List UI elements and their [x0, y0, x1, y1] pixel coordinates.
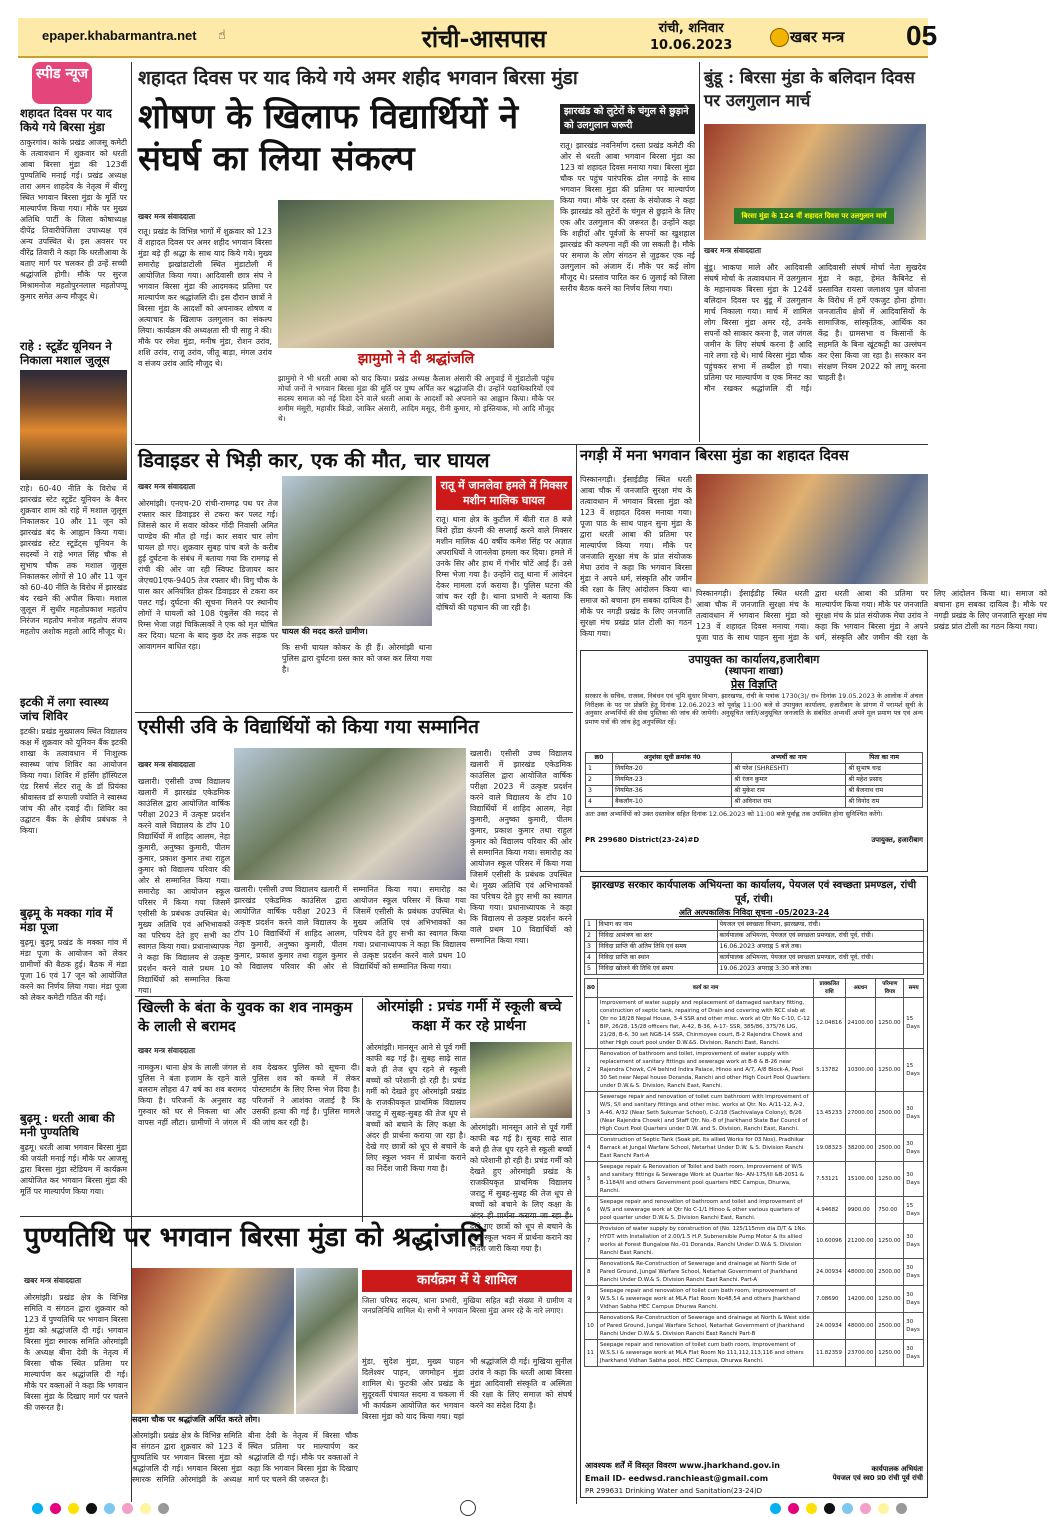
march-banner: बिरसा मुंडा के 124 वीं शहादत दिवस पर उलगुलान मार्च: [734, 208, 894, 224]
cell: 1250.00: [876, 1286, 904, 1313]
registration-dot: [878, 1503, 889, 1514]
registration-dot: [140, 1503, 151, 1514]
bodyfound-body: नामकुम। थाना क्षेत्र के लाली जंगल से पुलिस ने बंता हजाम के रहने वाले बलराम लोहरा 47 वर्ष का शव बरामद किया है। परिजनों के अनुसार वह गुरुवार को घर से निकला था और वापस नहीं लौटा। ग्रामीणों ने जंगल में शव देखकर पुलिस को सूचना दी। पुलिस शव को कब्जे में लेकर पोस्टमार्टम के लिए रिम्स भेज दिया है। परिजनों ने आशंका जताई है कि उसकी हत्या की गई है। पुलिस मामले की जांच कर रही है।: [138, 1063, 360, 1127]
bundu-march-photo: [704, 124, 926, 240]
tribute-photo-right: [296, 1268, 358, 1414]
cell: 24100.00: [845, 998, 876, 1049]
cell: 4: [585, 953, 597, 964]
column-divider: [699, 62, 700, 442]
column-header: कार्य का नाम: [597, 979, 813, 998]
column-divider: [576, 444, 577, 1504]
cell: 23700.00: [845, 1340, 876, 1367]
brand-name: खबर मन्त्र: [790, 28, 845, 46]
cell: श्री सुभाष चन्द्र: [846, 764, 923, 775]
cell: 1250.00: [876, 1224, 904, 1259]
heat-headline: ओरमांझी : प्रचंड गर्मी में स्कूली बच्चे कक्षा में कर रहे प्रार्थना: [376, 999, 562, 1034]
cell: Sewerage repair and renovation of toilet cum bathroom with improvement of W/S, S/I and sanitary fittings and other misc. works at Qtr. No. A/11-12, A-2, A-46, A/32 (Near Seth Sukumar School), C-2/18 (Sachivalaya Colony), B/26 (Near Rajendra Chowk) and Staff Qtr. No.-8 of Jharkhand State Bar Council of High Court Pool Quarters under D.W. and S. Division, Ranchi East, Ranchi.: [597, 1092, 813, 1135]
cell: 750.00: [876, 1197, 904, 1224]
cell: 38200.00: [845, 1135, 876, 1162]
speed-item-body: राहे। 60-40 नीति के विरोध में झारखंड स्टेट स्टूडेंट यूनियन के बैनर शुक्रवार शाम को राहे में मशाल जुलूस निकालकर 10 और 11 जून को झारखंड बंद के आह्वान किया गया। झारखंड स्टेट स्टूडेंट्स यूनियन के सदस्यों ने राहे भगत सिंह चौक से सुभाष चौक तक मशाल जुलूस निकालकर लोगों से 10 और 11 जून को 60-40 नीति के विरोध में झारखंड बंद रखने की अपील किया। मशाल जुलूस में सुधीर महतोप्रकाश महतोप निरंजन महतोप मनोज महतोप संजय महतोप अशोक महतो आदि मौजूद थे।: [20, 484, 128, 636]
cell: 24.00934: [814, 1259, 845, 1286]
heat-body-a: ओरमांझी। मानसून आने से पूर्व गर्मी काफी बढ़ गई है। सुबह साढ़े सात बजे ही तेज धूप रहने से स्कूली बच्चों को परेशानी हो रही है। प्रचंड गर्मी को देखते हुए ओरमांझी प्रखंड के राजकीयकृत प्राथमिक विद्यालय जराटु में सुबह-सुबह की तेज धूप से बच्चों को बचाने के लिए कक्षा के अंदर ही प्रार्थना कराया जा रहा है। देखे गए छात्रों को धूप से बचाने के लिए स्कूल भवन में प्रार्थना कराने का निर्देश जारी किया गया है।: [366, 1043, 466, 1173]
students-byline: खबर मन्त्र संवाददाता: [138, 760, 196, 769]
cell: श्री मुकेश राम: [732, 786, 846, 797]
brand-logo-icon: [770, 28, 789, 47]
cell: श्री महेश प्रसाद: [846, 775, 923, 786]
registration-dot: [896, 1503, 907, 1514]
cell: 3: [585, 942, 597, 953]
tender-sign-dept: पेयजल एवं स्व0 प्र0 रांची पूर्व रांची: [832, 1474, 923, 1482]
cell: 10300.00: [845, 1049, 876, 1092]
cell: 30 Days: [904, 1162, 924, 1197]
notice-dept: उपायुक्त का कार्यालय,हजारीबाग: [688, 653, 820, 666]
cell: निविदा प्राप्ति की अंतिम तिथि एवं समय: [596, 942, 717, 953]
cell: 7.53121: [814, 1162, 845, 1197]
notice-sign-row: [585, 836, 923, 845]
registration-dot: [32, 1503, 43, 1514]
lead-headline: शोषण के खिलाफ विद्यार्थियों ने संघर्ष का लिया संकल्प: [138, 97, 519, 179]
tribute-body-b: ओरमांझी। प्रखंड क्षेत्र के विभिन्न समिति व संगठन द्वारा शुक्रवार को 123 वें पुण्यतिथि पर भगवान बिरसा मुंडा को श्रद्धांजलि दी गई। भगवान बिरसा मुंडा स्मारक समिति ओरमांझी के अध्यक्ष बीना देवी के नेतृत्व में बिरसा चौक स्थित प्रतिमा पर माल्यार्पण कर श्रद्धांजलि दी गई। मौके पर वक्ताओं ने कहा कि भगवान बिरसा मुंडा के दिखाए मार्ग पर चलने की जरूरत है।: [132, 1431, 358, 1484]
cell: 30 Days: [904, 1135, 924, 1162]
cell: कार्यपालक अभियन्ता, पेयजल एवं स्वच्छता प्रमण्डल, रांची पूर्व, रांची।: [717, 953, 923, 964]
cell: 30 Days: [904, 1340, 924, 1367]
tender-sign-title: कार्यपालक अभियंता: [871, 1465, 923, 1473]
cell: 21200.00: [845, 1224, 876, 1259]
lead-kicker: शहादत दिवस पर याद किये गये अमर शहीद भगवान बिरसा मुंडा: [138, 67, 578, 89]
cell: Renovation of bathroom and toilet, improvement of water supply with replacement of sanitary fittings and sewerage work at B-8 & B-26 near Rajendra Chowk, C/4 behind Indira Palace, Hinoo and A/7, A/8 Block-A, Pool 30 Set near Nepal house Doranda, Ranchi and other High Court Pool Quarters under D.W.& S. Division, Ranchi East, Ranchi.: [597, 1049, 813, 1092]
nagri-body-b: पिस्कानगड़ी। ईसाईडीह स्थित धरती आबा चौक में जनजाति सुरक्षा मंच के तत्वावधान में भगवान बिरसा मुंडा को 123 वें शहादत दिवस मनाया गया। पूजा पाठ के साथ पाहन सुना मुंडा के द्वारा धरती आबा की प्रतिमा पर माल्यार्पण किया गया। मौके पर जनजाति सुरक्षा मंच के प्रांत संयोजक मेघा उरांव ने कहा कि भगवान बिरसा मुंडा ने अपने धर्म, संस्कृति और जमीन की रक्षा के लिए आंदोलन किया था। समाज को बचाना हम सबका दायित्व है। मौके पर नगड़ी प्रखंड के लिए जनजाति सुरक्षा मंच प्रखंड प्रांत टोली का गठन किया गया।: [696, 589, 1047, 642]
accident-photo-caption: घायल की मदद करते ग्रामीण।: [282, 627, 368, 636]
cell: 48000.00: [845, 1259, 876, 1286]
tender-subtitle: अति अल्पकालिक निविदा सूचना -05/2023-24: [678, 908, 830, 917]
students-body-a: खलारी। एसीसी उच्च विद्यालय खलारी में झारखंड एकेडमिक काउंसिल द्वारा आयोजित वार्षिक परीक्षा 2023 में उत्कृष्ट प्रदर्शन करने वाले विद्यालय के टॉप 10 विद्यार्थियों में शाहिद आलम, नेहा कुमारी, अनुष्का कुमारी, पीतम कुमार, प्रकाश कुमार तथा राहुल कुमार को विद्यालय परिवार की ओर से सम्मानित किया गया। समारोह का आयोजन स्कूल परिसर में किया गया जिसमें एसीसी के प्रबंधक उपस्थित थे। मुख्य अतिथि एवं अभिभावकों का परिचय देते हुए सभी का स्वागत किया गया। प्रधानाध्यापक ने कहा कि विद्यालय से उत्कृष्ट प्रदर्शन करने वाले प्रथम 10 विद्यार्थियों को सम्मानित किया गया।: [138, 777, 230, 995]
page-header: [18, 18, 938, 58]
cell: 1250.00: [876, 1049, 904, 1092]
table-row: [585, 1135, 924, 1162]
notice-subdept: (स्थापना शाखा): [724, 666, 784, 677]
cell: नियमित-36: [613, 786, 732, 797]
speed-item-body: ठाकुरगांव। कांके प्रखंड आजसू कमेटी के तत्वावधान में शुक्रवार को धरती आबा बिरसा मुंडा की 123वीं पुण्यतिथि मनाई गई। प्रखंड अध्यक्ष तारा अमन शाहदेव के नेतृत्व में बीरगु स्थित भगवान बिरसा मुंडा के मूर्ति पर माल्यार्पण किया गया। मौके पर मुख्य अतिथि पार्टी के जिला कोषाध्यक्ष दीपेंद्र तिवारीपेजिला उपाध्यक्ष एवं अन्य उपस्थित थे। इस अवसर पर वीरेंद्र तिवारी ने कहा कि धरतीआबा के बताए मार्ग पर चलकर ही उन्हें सच्ची श्रद्धांजलि होगी। मौके पर सुरज मिश्रामनोज महतोपुरनलाल महतोपप्पू कुमार समेत अन्य मौजूद थे।: [20, 138, 127, 301]
notice-footer: अतः उक्त अभ्यर्थियों को उक्त दस्तावेज सहित दिनांक 12.06.2023 को 11:00 बजे पूर्वाह्न तक उपस्थित होना सुनिश्चित करेंगे।: [585, 810, 883, 818]
registration-dot: [68, 1503, 79, 1514]
bundu-headline: बुंडू : बिरसा मुंडा के बलिदान दिवस पर उलगुलान मार्च: [704, 68, 915, 110]
students-body-b: खलारी। एसीसी उच्च विद्यालय खलारी में झारखंड एकेडमिक काउंसिल द्वारा आयोजित वार्षिक परीक्षा 2023 में उत्कृष्ट प्रदर्शन करने वाले विद्यालय के टॉप 10 विद्यार्थियों में शाहिद आलम, नेहा कुमारी, अनुष्का कुमारी, पीतम कुमार, प्रकाश कुमार तथा राहुल कुमार को विद्यालय परिवार की ओर से सम्मानित किया गया। समारोह का आयोजन स्कूल परिसर में किया गया जिसमें एसीसी के प्रबंधक उपस्थित थे। मुख्य अतिथि एवं अभिभावकों का परिचय देते हुए सभी का स्वागत किया गया। प्रधानाध्यापक ने कहा कि विद्यालय से उत्कृष्ट प्रदर्शन करने वाले प्रथम 10 विद्यार्थियों को सम्मानित किया गया।: [234, 885, 466, 971]
lead-photo-caption: झामुमो ने दी श्रद्धांजलि: [278, 348, 554, 370]
tribute-box-body: जिला परिषद सदस्य, थाना प्रभारी, मुखिया सहित बड़ी संख्या में ग्रामीण व जनप्रतिनिधि शामिल थे। सभी ने भगवान बिरसा मुंडा अमर रहे के नारे लगाए।: [362, 1296, 572, 1315]
registration-dot: [806, 1503, 817, 1514]
students-headline: एसीसी उवि के विद्यार्थियों को किया गया सम्मानित: [138, 716, 479, 738]
bundu-body: बुंडू। भाकपा माले और आदिवासी संघर्ष मोर्चा के तत्वावधान में उलगुलान के महानायक बिरसा मुंडा के 124वें बलिदान दिवस पर बुंडू में उलगुलान मार्च निकाला गया। मार्च में शामिल लोग बिरसा मुंडा अमर रहे, उनके सपनों को साकार करना है, जल जंगल जमीन के लिए संघर्ष करना है आदि नारे लगा रहे थे। मार्च बिरसा मुंडा चौक पहुंचकर सभा में तब्दील हो गया। प्रतिमा पर माल्यार्पण व एक मिनट का मौन रखकर श्रद्धांजलि दी गई। आदिवासी संघर्ष मोर्चा नेता सुखदेव मुंडा ने कहा, हेमंत कैबिनेट से प्रस्तावित रायसा जलाशय पुल योजना के विरोध में हमें एकजुट होना होगा। जनजातीय क्षेत्रों में आदिवासियों के सामाजिक, सांस्कृतिक, आर्थिक का केंद्र है। ग्रामसभा व किसानों के सहमति के बिना खूंटकट्टी का उल्लंघन कर ऐसा किया जा रहा है। सरकार वन संरक्षण नियम 2022 को लागू करना चाहती है।: [704, 263, 926, 393]
cell: 8: [585, 1259, 598, 1286]
table-row: [585, 1313, 924, 1340]
row-divider: [20, 1216, 573, 1217]
cell: 4.94682: [814, 1197, 845, 1224]
cell: विभाग का नाम: [596, 920, 717, 931]
cell: निविदा प्राप्ति का स्थान: [596, 953, 717, 964]
lead-photo: [278, 200, 554, 348]
tribute-byline: खबर मन्त्र संवाददाता: [24, 1276, 82, 1285]
cell: Seepage repair & Renovation of Toilet and bath room, Improvement of W/S and sanitary fittings & Sewerage Work at Quarter No- AN-175/III &B-2051 & B-1184/II and others Government pool quarters HEC Campus, Dhurwa, Ranchi.: [597, 1162, 813, 1197]
epaper-url[interactable]: epaper.khabarmantra.net: [42, 28, 197, 43]
tender-table-header: [585, 979, 924, 998]
tender-meta-table: [584, 919, 924, 975]
speed-item-title: इटकी में लगा स्वास्थ्य जांच शिविर: [20, 695, 109, 723]
bodyfound-headline: खिल्ली के बंता के युवक का शव नामकुम के लाली से बरामद: [138, 999, 353, 1035]
tender-works-table: [584, 978, 924, 1367]
accident-body: ओरमांझी। एनएच-20 रांची-रामगढ़ पथ पर तेज रफ्तार कार डिवाइडर से टकरा कर पलट गई। जिससे कार में सवार कोकर गोंदी निवासी अमित पाण्डेय की मौत हो गई। कार सवार चार लोग घायल हो गए। शुक्रवार सुबह पांच बजे के करीब हुई दुर्घटना के संबंध में बताया गया कि रामगढ़ से रांची की ओर जा रही स्विफ्ट डिजायर कार जेएच01एफ-9405 तेज रफ्तार थी। विगु चौक के पास कार अनियंत्रित होकर डिवाइडर से टकरा कर पलट गई। दुर्घटना की सूचना मिलने पर स्थानीय लोगों ने घायलों को 108 एंबुलेंस की मदद से रिम्स भेजा जहां चिकित्सकों ने एक को मृत घोषित कर दिया। घटना के बाद कुछ देर तक सड़क पर आवागमन बाधित रहा।: [138, 499, 278, 651]
cell: Construction of Septic Tank (Soak pit, Its allied Works for 03 Nos), Pradhikar Barrack at Jungal Warfare School, Netarhat Under D.W. & S. Division Ranchi East Ranchi Part-A: [597, 1135, 813, 1162]
tribute-body-c: मुंडा, सुदेश मुंडा, मुख्य पाहन दिलेश्वर पाहन, जगमोहन मुंडा शामिल थे। फुटकी ओर प्रखंड के सुदूरवर्ती पंचायत सदमा व चकला में भी कार्यक्रम आयोजित कर भगवान बिरसा मुंडा को याद किया गया। यहां भी श्रद्धांजलि दी गई। मुखिया सुनील उरांव ने कहा कि धरती आबा बिरसा मुंडा आदिवासी संस्कृति व अस्मिता की रक्षा के लिए समाज को संघर्ष करने का संदेश दिया है।: [362, 1357, 572, 1421]
cell: 30 Days: [904, 1259, 924, 1286]
cell: 24.00934: [814, 1313, 845, 1340]
cell: 1: [585, 920, 597, 931]
notice-table-header: [586, 753, 923, 764]
column-header: क्र0: [585, 979, 598, 998]
table-row: [585, 964, 924, 975]
column-header: समय: [904, 979, 924, 998]
cursor-icon: ☝: [218, 28, 226, 43]
table-row: [586, 786, 923, 797]
cell: 16.06.2023 अपराह्न 5 बजे तक।: [717, 942, 923, 953]
lead-photo-text: झामुमो ने भी धरती आबा को याद किया। प्रखंड अध्यक्ष कैलाश अंसारी की अगुवाई में मुंडाटोली पहुंच मोर्चा जनों ने भगवान बिरसा मुंडा की मूर्ति पर पुष्प अर्पित कर श्रद्धांजलि दी। उन्होंने पदाधिकारियों एवं सदस्य समाज को नई दिशा देने वाले धरती आबा के आदर्शों को अपनाने का आह्वान किया। मौके पर शमीम मंसूरी, महावीर किंडो, जाकिर अंसारी, आदिम मसूद, रीनी कुमार, मो इस्तियाक, मो आदि मौजूद थे।: [278, 374, 554, 423]
table-row: [585, 953, 924, 964]
tribute-headline: पुण्यतिथि पर भगवान बिरसा मुंडा को श्रद्धांजलि: [24, 1222, 486, 1253]
column-divider: [362, 998, 363, 1222]
page-number: 05: [906, 20, 938, 51]
cell: Renovation& Re-Construction of Sewerage and drainage at North Side of Pared Ground, Jungal Warfare School, Netarhat Government of Jharkhand Ranchi Under D.W.& S. Division Ranchi East Ranchi. Part-A: [597, 1259, 813, 1286]
table-row: [585, 942, 924, 953]
row-divider: [135, 444, 928, 445]
cell: 11.82359: [814, 1340, 845, 1367]
cell: 10.60096: [814, 1224, 845, 1259]
notice-title: प्रेस विज्ञप्ति: [730, 678, 778, 691]
side-headline-box: [560, 104, 695, 134]
heat-body-b: ओरमांझी। मानसून आने से पूर्व गर्मी काफी बढ़ गई है। सुबह साढ़े सात बजे ही तेज धूप रहने से स्कूली बच्चों को परेशानी हो रही है। प्रचंड गर्मी को देखते हुए ओरमांझी प्रखंड के राजकीयकृत प्राथमिक विद्यालय जराटु में सुबह-सुबह की तेज धूप से बच्चों को बचाने के लिए कक्षा के देखे गए छात्रों को धूप से बचाने के लिए स्कूल भवन में प्रार्थना कराने का निर्देश जारी किया गया है।: [470, 1123, 572, 1253]
cell: 15 Days: [904, 998, 924, 1049]
nagri-body-a: पिस्कानगड़ी। ईसाईडीह स्थित धरती आबा चौक में जनजाति सुरक्षा मंच के तत्वावधान में भगवान बिरसा मुंडा को 123 वें शहादत दिवस मनाया गया। पूजा पाठ के साथ पाहन सुना मुंडा के द्वारा धरती आबा की प्रतिमा पर माल्यार्पण किया गया। मौके पर जनजाति सुरक्षा मंच के प्रांत संयोजक मेघा उरांव ने कहा कि भगवान बिरसा मुंडा ने अपने धर्म, संस्कृति और जमीन की रक्षा के लिए आंदोलन किया था। समाज को बचाना हम सबका दायित्व है। मौके पर नगड़ी प्रखंड के लिए जनजाति सुरक्षा मंच प्रखंड प्रांत टोली का गठन किया गया।: [580, 475, 692, 638]
registration-dot: [860, 1503, 871, 1514]
tender-pr-number: PR 299631 Drinking Water and Sanitation(23-24)D: [585, 1487, 763, 1495]
nagri-photo: [696, 474, 928, 584]
column-header: क्र0: [586, 753, 613, 764]
cell: श्री रंजन कुमार: [732, 775, 846, 786]
cell: 11: [585, 1340, 598, 1367]
tender-email[interactable]: Email ID- eedwsd.ranchieast@gmail.com: [585, 1474, 769, 1483]
dateline: [650, 20, 732, 54]
speed-news-badge: [32, 62, 92, 104]
notice-sign: उपायुक्त, हजारीबाग: [871, 836, 923, 844]
tribute-box-title: कार्यक्रम में ये शामिल: [362, 1270, 572, 1292]
cell: श्री विनोद राम: [846, 797, 923, 808]
cell: 48000.00: [845, 1313, 876, 1340]
cell: 1250.00: [876, 1162, 904, 1197]
table-row: [585, 1162, 924, 1197]
speed-item-body: इटकी। प्रखंड मुख्यालय स्थित विद्यालय कक्ष में शुक्रवार को यूनियन बैंक इटकी शाखा के तत्वावधान में निःशुल्क स्वास्थ्य जांच शिविर का आयोजन किया गया। शिविर में हर्सिंग हॉस्पिटल एंड रिसर्च सेंटर रातू के डॉ प्रियंका श्रीवास्तव डॉ रूपाली ज्योति ने स्वास्थ्य जांच की और दवाई दी। शिविर का उद्घाटन बैंक के क्षेत्रीय प्रबंधक ने किया।: [20, 727, 127, 835]
cell: 2500.00: [876, 1092, 904, 1135]
cell: 6: [585, 1197, 598, 1224]
cell: 3: [586, 786, 613, 797]
table-row: [585, 1286, 924, 1313]
registration-dot: [50, 1503, 61, 1514]
students-body-c: खलारी। एसीसी उच्च विद्यालय खलारी में झारखंड एकेडमिक काउंसिल द्वारा आयोजित वार्षिक परीक्षा 2023 में उत्कृष्ट प्रदर्शन करने वाले विद्यालय के टॉप 10 विद्यार्थियों में शाहिद आलम, नेहा कुमारी, अनुष्का कुमारी, पीतम कुमार, प्रकाश कुमार तथा राहुल कुमार को विद्यालय परिवार की ओर से सम्मानित किया गया। समारोह का आयोजन स्कूल परिसर में किया गया जिसमें एसीसी के प्रबंधक उपस्थित थे। मुख्य अतिथि एवं अभिभावकों का परिचय देते हुए सभी का स्वागत किया गया। प्रधानाध्यापक ने कहा कि विद्यालय से उत्कृष्ट प्रदर्शन करने वाले प्रथम 10 विद्यार्थियों को सम्मानित किया गया।: [470, 749, 572, 945]
cell: 13.45233: [814, 1092, 845, 1135]
tender-notice: [580, 876, 928, 1498]
cell: 30 Days: [904, 1286, 924, 1313]
crashed-car-photo: [282, 476, 432, 626]
section-title: रांची-आसपास: [422, 24, 547, 53]
mixer-body: रातू। थाना क्षेत्र के कुटील में बीती रात 8 बजे बिरो होंडा कंपनी की सप्लाई करने वाले मिक्सर मशीन मालिक 40 वर्षीय कमेश सिंह पर अज्ञात अपराधियों ने जानलेवा हमला कर दिया। हमले में उनके सिर और हाथ में गंभीर चोटें आई हैं। उसे रिम्स भेजा गया है। उन्होंने रातू थाना में आवेदन देकर मामला दर्ज कराया है। पुलिस घटना की जांच कर रही है। थाना प्रभारी ने बताया कि दोषियों की पहचान की जा रही है।: [436, 515, 572, 612]
cell: 1: [586, 764, 613, 775]
speed-item-title: शहादत दिवस पर याद किये गये बिरसा मुंडा: [20, 106, 112, 134]
row-divider: [135, 996, 573, 997]
cell: श्री अविनाश राम: [732, 797, 846, 808]
cell: 2500.00: [876, 1313, 904, 1340]
cell: 1250.00: [876, 998, 904, 1049]
cell: 2: [585, 931, 597, 942]
cell: बैकलॉग-10: [613, 797, 732, 808]
cell: 15100.00: [845, 1162, 876, 1197]
registration-dot: [770, 1503, 781, 1514]
registration-dot: [842, 1503, 853, 1514]
cell: 12.04816: [814, 998, 845, 1049]
row-divider: [135, 712, 573, 713]
lead-body: रातू। प्रखंड के विभिन्न भागों में शुक्रवार को 123 वें शहादत दिवस पर अमर शहीद भगवान बिरसा मुंडा बड़े ही श्रद्धा के साथ याद किये गये। मुख्य समारोह झखांडाटोली स्थित मुंडाटोली में आयोजित किया गया। आदिवासी छात्र संघ ने भगवान बिरसा मुंडा की आदमकद प्रतिमा पर माल्यार्पण कर श्रद्धांजलि दी। इस दौरान छात्रों ने बिरसा मुंडा के आदर्शों को अपनाकर शोषण व अत्याचार के खिलाफ उलगुलान का संकल्प लिया। कार्यक्रम की अध्यक्षता सी पी साहु ने की। मौके पर रमेश मुंडा, मनीष मुंडा, रोशन उरांव, शशि उरांव, राजू उरांव, जीतू बाड़ा, मंगल उरांव व संजय उरांव आदि मौजूद थे।: [138, 227, 273, 368]
issue-date: 10.06.2023: [650, 38, 733, 53]
table-row: [585, 998, 924, 1049]
city-day: रांची, शनिवार: [658, 21, 724, 36]
table-row: [586, 797, 923, 808]
cell: 1250.00: [876, 1340, 904, 1367]
speed-item-title: बुढ़मू के मक्का गांव में मंडा पूजा: [20, 906, 113, 934]
column-header: पिता का नाम: [846, 753, 923, 764]
cell: Provision of water supply by construction of (No. 125/115mm dia D/T & 1No. HYDT with Installation of 2.00/1.5 H.P. Submersible Pump Motor & Its allied works at Forest Bungalow No.-01 Doranda, Ranchi Under D.W.& S. Division Ranchi East Ranchi.: [597, 1224, 813, 1259]
notice-table: [585, 752, 923, 808]
speed-news-badge-text: स्पीड न्यूज: [35, 66, 89, 82]
cell: 15 Days: [904, 1049, 924, 1092]
cell: Seepage repair and renovation of toilet cum bath room, improvement of W.S.S.I & sewerage work at MLA Flat Room No 111,112,113,116 and others Jharkhand Vidhan Sabha pool, HEC Campus, Dhurwa Ranchi.: [597, 1340, 813, 1367]
speed-news-column: [20, 106, 127, 1306]
cell: 19.08323: [814, 1135, 845, 1162]
cell: नियमित-20: [613, 764, 732, 775]
cell: 5: [585, 964, 597, 975]
cell: 4: [586, 797, 613, 808]
cell: Improvement of water supply and replacement of damaged sanitary fitting, construction of septic tank, repairing of Drain and covering with RCC slab at Qtr no 18/28 Nepal House, 3-4 SSR and other misc. work at Qtr No C-10, C-12 BIP, 26/28, 15/28 officers flat, A-42, B-36, A-17- SSR, 385/86, 375/76 LIG, 21/28, B-6, 30 set NGB-14 SSR, Chinmoyee court, B-2 Rajendra Chowk and other High court pool under D.W.&S. Division, Ranchi East, Ranchi.: [597, 998, 813, 1049]
cell: कार्यपालक अभियन्ता, पेयजल एवं स्वच्छता प्रमण्डल, रांची पूर्व, रांची।: [717, 931, 923, 942]
table-row: [586, 775, 923, 786]
cell: श्री परेश (SHRESHT): [732, 764, 846, 775]
torch-march-photo: [20, 370, 127, 480]
cell: 30 Days: [904, 1092, 924, 1135]
table-row: [585, 1049, 924, 1092]
cell: 10: [585, 1313, 598, 1340]
tender-footer: आवश्यक शर्तें में विस्तृत विवरण www.jharkhand.gov.in: [585, 1461, 780, 1470]
press-release-notice: [580, 650, 928, 872]
speed-item-body: बुढ़मू। बुढ़मू प्रखंड के मक्का गांव में मंडा पूजा के आयोजन को लेकर ग्रामीणों की बैठक हुई। बैठक में मंडा पूजा 16 एवं 17 जून को आयोजित करने का निर्णय लिया गया। मंडा पूजा को लेकर कमेटी गठित की गई।: [20, 938, 127, 1002]
cell: 5.13782: [814, 1049, 845, 1092]
table-row: [585, 1092, 924, 1135]
tender-sign: [833, 1465, 923, 1483]
registration-dot: [788, 1503, 799, 1514]
column-header: परिमाण विपत्र: [876, 979, 904, 998]
lead-byline: खबर मन्त्र संवाददाता: [138, 212, 196, 221]
speed-item-title: बुढ़मू : धरती आबा की मनी पुण्यतिथि: [20, 1111, 115, 1139]
crosshair-icon: [460, 1500, 476, 1516]
column-header: अनुशंसा सूची क्रमांक नं0: [613, 753, 732, 764]
table-row: [585, 1224, 924, 1259]
cell: Seepage repair and renovation of bathroom and toilet and improvement of W/S and sewerage work at Qtr No C-1/1 Hinoo & other various quarters of pool quarter under D.W.& S. Division Ranchi East, Ranchi.: [597, 1197, 813, 1224]
cell: 4: [585, 1135, 598, 1162]
cell: 9: [585, 1286, 598, 1313]
accident-headline: डिवाइडर से भिड़ी कार, एक की मौत, चार घायल: [138, 448, 490, 472]
speed-item-body: बुढ़मू। धरती आबा भगवान बिरसा मुंडा की जयंती मनाई गई। मौके पर आजसू द्वारा बिरसा मुंडा स्टेडियम में कार्यक्रम आयोजित कर भगवान बिरसा मुंडा की मूर्ति पर माल्यार्पण किया गया।: [20, 1143, 127, 1196]
cell: श्री बैजनाथ राम: [846, 786, 923, 797]
cell: Renovation& Re-Construction of Sewerage and drainage at North & West side of Pared Ground, Jungal Warfare School, Netarhat Government of Jharkhand Ranchi Under D.W.& S. Division Ranchi East Ranchi Part-B: [597, 1313, 813, 1340]
cell: 19.06.2023 अपराह्न 3:30 बजे तक।: [717, 964, 923, 975]
side-headline: झारखंड को लुटेरों के चंगुल से छुड़ाने को उलगुलान जरूरी: [560, 104, 695, 134]
accident-byline: खबर मन्त्र संवाददाता: [138, 482, 196, 491]
cell: 15 Days: [904, 1197, 924, 1224]
tribute-photo-left: [132, 1268, 294, 1414]
cell: 2: [586, 775, 613, 786]
cell: निविदा आमंत्रण का स्तर: [596, 931, 717, 942]
cell: 2500.00: [876, 1259, 904, 1286]
cell: पेयजल एवं स्वच्छता विभाग, झारखण्ड, रांची।: [717, 920, 923, 931]
cell: 2: [585, 1049, 598, 1092]
cell: 9900.00: [845, 1197, 876, 1224]
speed-item-title: राहे : स्टूडेंट यूनियन ने निकाला मशाल जुलूस: [20, 339, 112, 367]
cell: निविदा खोलने की तिथि एवं समय: [596, 964, 717, 975]
column-header: प्राक्कलित राशि: [814, 979, 845, 998]
side-story-body: रातू। झारखंड नवनिर्माण दस्ता प्रखंड कमेटी की ओर से धरती आबा भगवान बिरसा मुंडा का 123 वां शहादत दिवस मनाया गया। बिरसा मुंडा चौक पर पहुंच पारंपरिक ढोल नगाड़े के साथ भगवान बिरसा मुंडा की प्रतिमा पर माल्यार्पण किया गया। मौके पर दस्ता के संयोजक ने कहा कि झारखंड को लुटेरों के चंगुल से छुड़ाने के लिए एक और उलगुलान की जरूरत है। उन्होंने कहा कि शहीदों और पूर्वजों के सपनों का खुशहाल झारखंड की कल्पना नहीं की जा सकती है। मौके पर समाज के लोग संगठन से जुड़कर एक नई उलगुलान को अंजाम दें। मौके पर कई लोग मौजूद थे। प्रस्ताव पारित कर 6 जुलाई को जिला स्तरीय बैठक करने का निर्णय लिया गया।: [560, 141, 695, 293]
table-row: [585, 1197, 924, 1224]
table-row: [585, 1340, 924, 1367]
cell: 7: [585, 1224, 598, 1259]
cell: 7.08690: [814, 1286, 845, 1313]
column-header: अभ्यर्थी का नाम: [732, 753, 846, 764]
cell: 14200.00: [845, 1286, 876, 1313]
registration-dot: [158, 1503, 169, 1514]
felicitation-photo: [234, 748, 466, 880]
mixer-headline: रातू में जानलेवा हमले में मिक्सर मशीन मालिक घायल: [436, 476, 572, 510]
tender-dept: झारखण्ड सरकार कार्यपालक अभियन्ता का कार्यालय, पेयजल एवं स्वच्छता प्रमण्डल, रांची पूर्व, रांची।: [591, 880, 917, 905]
table-row: [585, 920, 924, 931]
table-row: [586, 764, 923, 775]
registration-dot: [824, 1503, 835, 1514]
nagri-headline: नगड़ी में मना भगवान बिरसा मुंडा का शहादत दिवस: [580, 447, 849, 464]
cell: 30 Days: [904, 1313, 924, 1340]
registration-dot: [122, 1503, 133, 1514]
notice-pr-number: PR 299680 District(23-24)#D: [585, 836, 700, 844]
registration-dot: [86, 1503, 97, 1514]
cell: 30 Days: [904, 1224, 924, 1259]
table-row: [585, 931, 924, 942]
cell: Seepage repair and renovation of toilet cum bath room, improvement of W.S.S.I & sewerage work at MLA Flat Room No48,54 and others Jharkhand Vidhan Sabha HEC Campus Dhurwa Ranchi.: [597, 1286, 813, 1313]
accident-photo-body: कि सभी घायल कोकर के ही हैं। ओरमांझी थाना पुलिस द्वारा दुर्घटना ग्रस्त कार को जब्त कर लिया गया है।: [282, 643, 432, 674]
cell: 2500.00: [876, 1135, 904, 1162]
bodyfound-byline: खबर मन्त्र संवाददाता: [138, 1046, 196, 1055]
notice-text: सरकार के सचिव, राजस्व, निबंधन एवं भूमि सुधार विभाग, झारखण्ड, रांची के पत्रांक 1730(3)/ रा० दिनांक 19.05.2023 के आलोक में अंचल निरीक्षक के पद पर प्रोन्नति हेतु दिनांक 12.06.2023 को पूर्वाह्न 11:00 बजे से उपायुक्त कार्यालय, हजारीबाग के प्रांगण में परामर्श सूची के अनुसार अभ्यर्थियों की सेवा पुस्तिका की जांच की जायेगी। अनुसूचित जाति/अनुसूचित जनजाति के संबंधित अभ्यर्थी अपने मूल प्रमाण पत्र एवं अन्य प्रमाण पत्रों की जांच हेतु अनुपस्थित रहें।: [585, 692, 923, 726]
bundu-byline: खबर मन्त्र संवाददाता: [704, 246, 762, 255]
tribute-body: ओरमांझी। प्रखंड क्षेत्र के विभिन्न समिति व संगठन द्वारा शुक्रवार को 123 वें पुण्यतिथि पर भगवान बिरसा मुंडा को श्रद्धांजलि दी गई। भगवान बिरसा मुंडा स्मारक समिति ओरमांझी के अध्यक्ष बीना देवी के नेतृत्व में बिरसा चौक स्थित प्रतिमा पर माल्यार्पण कर श्रद्धांजलि दी गई। मौके पर वक्ताओं ने कहा कि भगवान बिरसा मुंडा के दिखाए मार्ग पर चलने की जरूरत है।: [24, 1293, 128, 1412]
tribute-photo-caption: सदमा चौक पर श्रद्धांजलि अर्पित करते लोग।: [132, 1415, 261, 1424]
cell: 3: [585, 1092, 598, 1135]
cell: 27000.00: [845, 1092, 876, 1135]
cell: 1: [585, 998, 598, 1049]
cell: 5: [585, 1162, 598, 1197]
cell: नियमित-23: [613, 775, 732, 786]
registration-dot: [104, 1503, 115, 1514]
table-row: [585, 1259, 924, 1286]
column-header: अग्रधन: [845, 979, 876, 998]
prayer-classroom-photo: [470, 1042, 572, 1118]
